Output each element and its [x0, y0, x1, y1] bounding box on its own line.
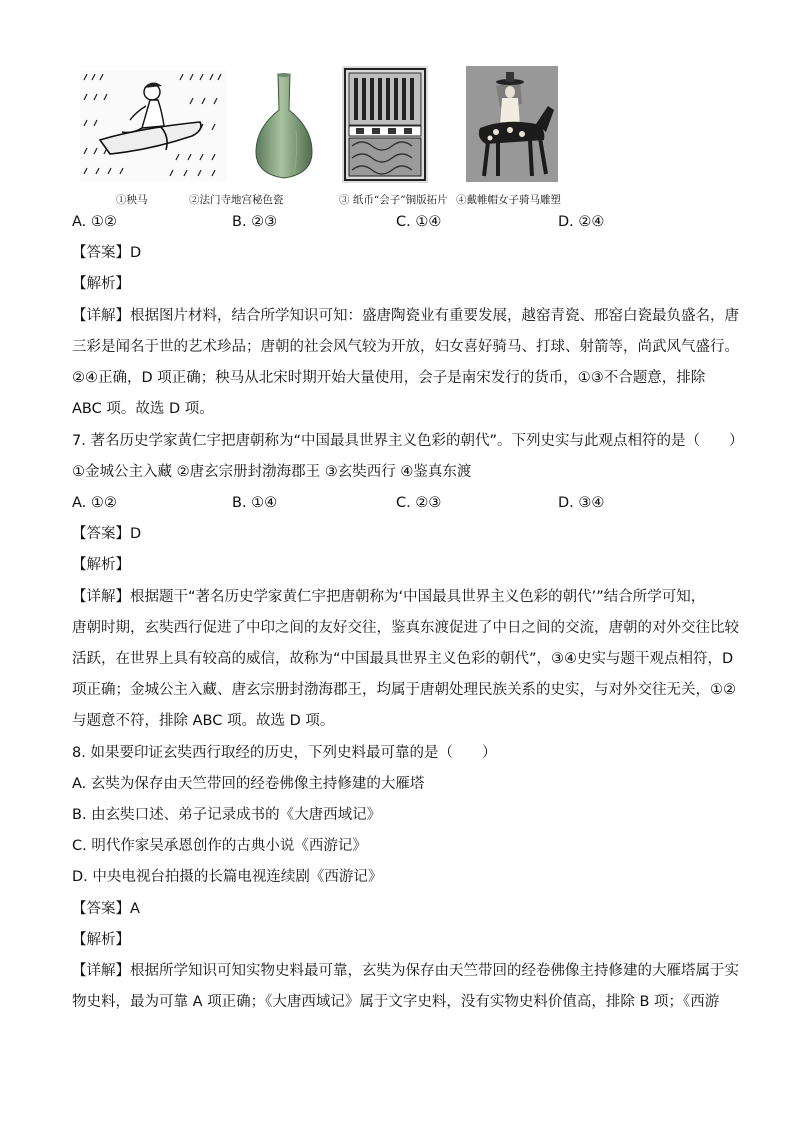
- q6-option-c: C. ①④: [396, 214, 442, 230]
- q7-stem: 7. 著名历史学家黄仁宇把唐朝称为“中国最具世界主义色彩的朝代”。下列史实与此观点相符的是（ ）: [72, 433, 744, 449]
- figure-porcelain-vase: [246, 70, 322, 182]
- q8-detail-line-2: 物史料，最为可靠 A 项正确；《大唐西域记》属于文字史料，没有实物史料价值高，排除 B 项；《西游: [72, 994, 720, 1010]
- q7-detail-line-1: 【详解】根据题干“著名历史学家黄仁宇把唐朝称为‘中国最具世界主义色彩的朝代’”结合所学可知，: [72, 589, 706, 605]
- q8-option-c: C. 明代作家吴承恩创作的古典小说《西游记》: [72, 838, 367, 854]
- q7-option-c: C. ②③: [396, 495, 442, 511]
- q6-detail-line-2: 三彩是闻名于世的艺术珍品；唐朝的社会风气较为开放，妇女喜好骑马、打球、射箭等，尚武风气盛行。: [72, 339, 739, 355]
- q7-analysis-label: 【解析】: [72, 557, 130, 573]
- q7-detail-line-3: 活跃，在世界上具有较高的威信，故称为“中国最具世界主义色彩的朝代”，③④史实与题干观点相符，D: [72, 651, 734, 667]
- q6-option-d: D. ②④: [558, 214, 605, 230]
- q6-analysis-label: 【解析】: [72, 276, 130, 292]
- q6-option-b: B. ②③: [232, 214, 278, 230]
- q8-answer: 【答案】A: [72, 901, 140, 917]
- figure-huizi-banknote: [342, 66, 428, 183]
- q6-detail-line-3: ②④正确，D 项正确；秧马从北宋时期开始大量使用，会子是南宋发行的货币，①③不合题意，排除: [72, 370, 706, 386]
- figure-caption-4: ④戴帷帽女子骑马雕塑: [456, 194, 561, 206]
- huizi-rubbing-image: [342, 66, 428, 183]
- q7-option-b: B. ①④: [232, 495, 278, 511]
- figure-yangma: [80, 70, 226, 182]
- q8-detail-line-1: 【详解】根据所学知识可知实物史料最可靠，玄奘为保存由天竺带回的经卷佛像主持修建的大雁塔属于实: [72, 963, 739, 979]
- q8-analysis-label: 【解析】: [72, 932, 130, 948]
- yangma-woodcut-image: [80, 70, 226, 182]
- q8-option-a: A. 玄奘为保存由天竺带回的经卷佛像主持修建的大雁塔: [72, 776, 425, 792]
- figure-caption-2: ②法门寺地宫秘色瓷: [189, 194, 284, 206]
- q7-detail-line-2: 唐朝时期，玄奘西行促进了中印之间的友好交往，鉴真东渡促进了中日之间的交流，唐朝的对外交往比较: [72, 620, 739, 636]
- q7-detail-line-4: 项正确；金城公主入藏、唐玄宗册封渤海郡王，均属于唐朝处理民族关系的史实，与对外交往无关，①②: [72, 682, 736, 698]
- q7-option-d: D. ③④: [558, 495, 605, 511]
- q7-answer: 【答案】D: [72, 526, 142, 542]
- q6-detail-line-4: ABC 项。故选 D 项。: [72, 401, 214, 417]
- q7-items: ①金城公主入藏 ②唐玄宗册封渤海郡王 ③玄奘西行 ④鉴真东渡: [72, 464, 472, 480]
- figure-horse-rider-sculpture: [466, 66, 558, 182]
- q8-option-d: D. 中央电视台拍摄的长篇电视连续剧《西游记》: [72, 869, 383, 885]
- q8-stem: 8. 如果要印证玄奘西行取经的历史，下列史料最可靠的是（ ）: [72, 745, 497, 761]
- q6-answer: 【答案】D: [72, 245, 142, 261]
- figure-caption-3: ③ 纸币“会子”铜版拓片: [339, 194, 448, 206]
- q8-option-b: B. 由玄奘口述、弟子记录成书的《大唐西域记》: [72, 807, 382, 823]
- q6-detail-line-1: 【详解】根据图片材料，结合所学知识可知：盛唐陶瓷业有重要发展，越窑青瓷、邢窑白瓷最负盛名，唐: [72, 308, 739, 324]
- porcelain-vase-image: [246, 70, 322, 182]
- q7-detail-line-5: 与题意不符，排除 ABC 项。故选 D 项。: [72, 713, 335, 729]
- q6-option-a: A. ①②: [72, 214, 117, 230]
- figure-caption-1: ①秧马: [116, 194, 148, 206]
- horse-rider-sculpture-image: [466, 66, 558, 182]
- q7-option-a: A. ①②: [72, 495, 117, 511]
